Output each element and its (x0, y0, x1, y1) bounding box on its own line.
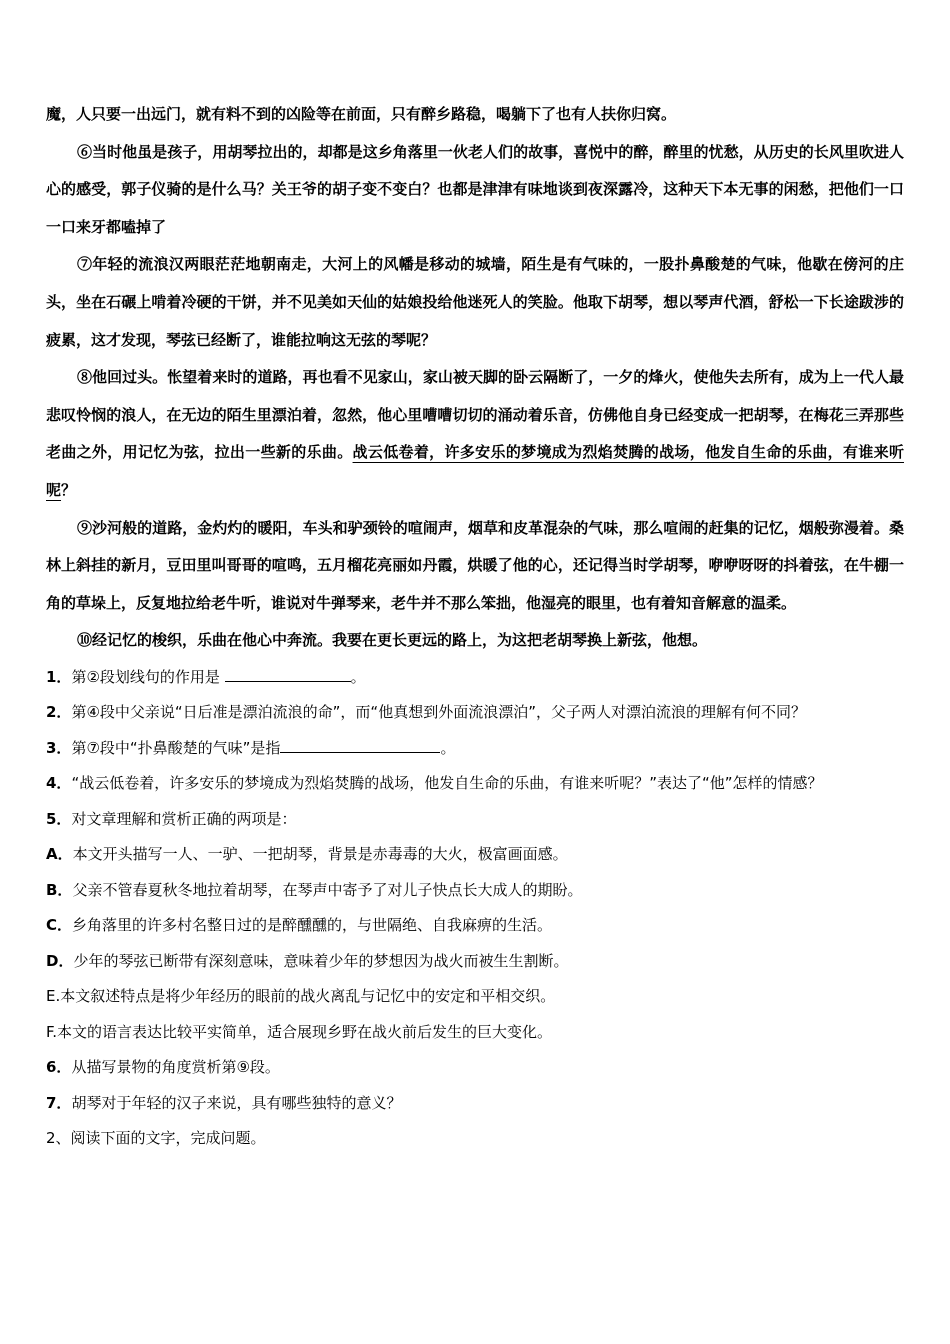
option-a (46, 837, 904, 873)
option-f: F.本文的语言表达比较平实简单，适合展现乡野在战火前后发生的巨大变化。 (46, 1022, 552, 1041)
passage-paragraph-7: ⑦年轻的流浪汉两眼茫茫地朝南走，大河上的风幡是移动的城墙，陌生是有气味的，一股扑鼻酸楚的气味，他歇在傍河的庄头，坐在石碾上啃着冷硬的干饼，并不见美如天仙的姑娘投给他迷死人的笑脸。他取下胡琴，想以琴声代酒，舒松一下长途跋涉的疲累，这才发现，琴弦已经断了，谁能拉响这无弦的琴呢？ (46, 255, 904, 349)
option-b-text: 父亲不管春夏秋冬地拉着胡琴，在琴声中寄予了对儿子快点长大成人的期盼。 (72, 880, 583, 899)
question-6-text: 从描写景物的角度赏析第⑨段。 (71, 1058, 280, 1077)
question-3-number: 3． (46, 738, 72, 757)
answer-blank-3[interactable] (280, 738, 440, 753)
option-d-text: 少年的琴弦已断带有深刻意味，意味着少年的梦想因为战火而被生生割断。 (73, 951, 569, 970)
option-b-label: B． (46, 880, 73, 899)
option-c-text: 乡角落里的许多村名整日过的是醉醺醺的，与世隔绝、自我麻痹的生活。 (72, 916, 553, 935)
paragraph-8-text: ⑧他回过头。怅望着来时的道路，再也看不见家山，家山被天脚的卧云隔断了，一夕的烽火，使他失去所有，成为上一代人最悲叹怜悯的浪人，在无边的陌生里漂泊着，忽然，他心里嘈嘈切切的涌动着乐音，仿佛他自身已经变成一把胡琴，在梅花三弄那些老曲之外，用记忆为弦，拉出一些新的乐曲。 (46, 368, 904, 462)
question-1-text: 第②段划线句的作用是 (71, 667, 225, 686)
question-6 (46, 1050, 904, 1086)
question-2-text: 第④段中父亲说“日后准是漂泊流浪的命”，而“他真想到外面流浪漂泊”，父子两人对漂泊流浪的理解有何不同？ (71, 703, 806, 722)
answer-blank-1[interactable] (225, 667, 351, 682)
passage-paragraph-10: ⑩经记忆的梭织，乐曲在他心中奔流。我要在更长更远的路上，为这把老胡琴换上新弦，他想。 (77, 631, 708, 650)
passage-paragraph-continued: 魔，人只要一出远门，就有料不到的凶险等在前面，只有醉乡路稳，喝躺下了也有人扶你归窝。 (46, 105, 677, 123)
option-c (46, 908, 904, 944)
question-5-number: 5． (46, 809, 72, 828)
question-7 (46, 1086, 904, 1122)
question-4-text: “战云低卷着，许多安乐的梦境成为烈焰焚腾的战场，他发自生命的乐曲，有谁来听呢？”表达了“他”怎样的情感？ (71, 774, 823, 793)
question-4-number: 4． (46, 774, 72, 793)
question-6-number: 6． (46, 1058, 72, 1077)
passage-paragraph-8 (46, 359, 904, 509)
question-2-number: 2． (46, 703, 72, 722)
option-b (46, 873, 904, 909)
question-1 (46, 660, 904, 696)
option-d-label: D． (46, 951, 74, 970)
option-a-text: 本文开头描写一人、一驴、一把胡琴，背景是赤毒毒的大火，极富画面感。 (72, 845, 568, 864)
underlined-sentence: 战云低卷着，许多安乐的梦境成为烈焰焚腾的战场，他发自生命的乐曲，有谁来听呢 (46, 443, 904, 499)
question-1-end: 。 (350, 667, 366, 686)
question-5-text: 对文章理解和赏析正确的两项是： (71, 809, 297, 828)
passage-paragraph-6: ⑥当时他虽是孩子，用胡琴拉出的，却都是这乡角落里一伙老人们的故事，喜悦中的醉，醉里的忧愁，从历史的长风里吹进人心的感受，郭子仪骑的是什么马？关王爷的胡子变不变白？也都是津津有味地谈到夜深露冷，这种天下本无事的闲愁，把他们一口一口来牙都嗑掉了 (46, 142, 904, 236)
section-2-heading: 2、阅读下面的文字，完成问题。 (46, 1129, 266, 1148)
question-3-end: 。 (440, 738, 456, 757)
paragraph-8-end: ？ (61, 480, 77, 499)
question-1-number: 1． (46, 667, 72, 686)
document-page (46, 96, 904, 1157)
question-3 (46, 731, 904, 767)
question-7-number: 7． (46, 1093, 72, 1112)
option-c-label: C． (46, 916, 73, 935)
option-e: E.本文叙述特点是将少年经历的眼前的战火离乱与记忆中的安定和平相交织。 (46, 987, 556, 1006)
question-5 (46, 802, 904, 838)
passage-paragraph-9: ⑨沙河般的道路，金灼灼的暖阳，车头和驴颈铃的喧闹声，烟草和皮革混杂的气味，那么喧闹的赶集的记忆，烟般弥漫着。桑林上斜挂的新月，豆田里叫哥哥的喧鸣，五月榴花亮丽如丹霞，烘暖了他的心，还记得当时学胡琴，咿咿呀呀的抖着弦，在牛棚一角的草垛上，反复地拉给老牛听，谁说对牛弹琴来，老牛并不那么笨拙，他湿亮的眼里，也有着知音解意的温柔。 (46, 518, 904, 612)
question-4 (46, 766, 904, 802)
question-7-text: 胡琴对于年轻的汉子来说，具有哪些独特的意义？ (71, 1093, 402, 1112)
question-2 (46, 695, 904, 731)
option-d (46, 944, 904, 980)
question-3-text: 第⑦段中“扑鼻酸楚的气味”是指 (71, 738, 281, 757)
option-a-label: A． (46, 845, 73, 864)
